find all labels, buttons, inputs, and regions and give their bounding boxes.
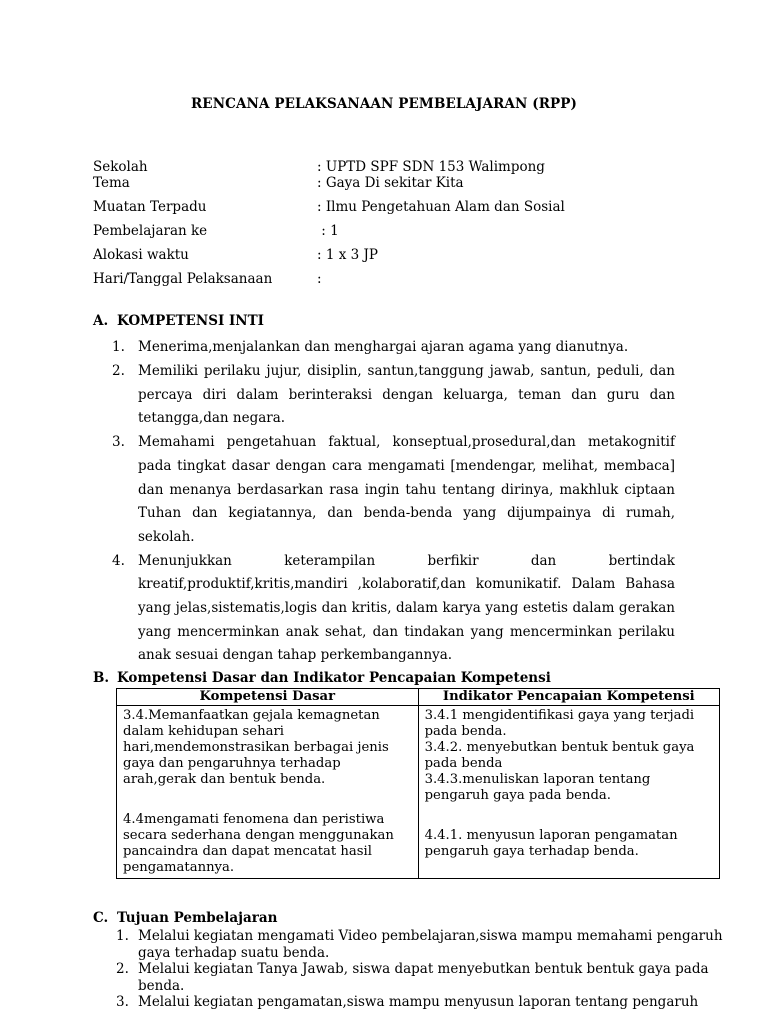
indicator-text: 3.4.3.menuliskan laporan tentang pengaruh gaya pada benda. bbox=[424, 772, 651, 803]
document-title: RENCANA PELAKSANAAN PEMBELAJARAN (RPP) bbox=[190, 96, 578, 112]
table-cell-indicator bbox=[418, 706, 719, 879]
list-item bbox=[112, 431, 675, 549]
identity-row-subject bbox=[93, 197, 713, 217]
item-number: 1. bbox=[116, 928, 129, 944]
section-letter: A. bbox=[93, 313, 109, 329]
item-text: Melalui kegiatan mengamati Video pembelajaran,siswa mampu memahami pengaruh gaya terhadap suatu benda. bbox=[138, 928, 723, 961]
table-cell-kd bbox=[117, 706, 419, 879]
list-item bbox=[112, 550, 675, 668]
identity-value: : 1 x 3 JP bbox=[317, 247, 379, 263]
identity-value: : Ilmu Pengetahuan Alam dan Sosial bbox=[317, 199, 565, 215]
table-row bbox=[117, 706, 720, 879]
section-a-heading bbox=[93, 313, 264, 329]
item-text: Memahami pengetahuan faktual, konseptual,prosedural,dan metakognitif pada tingkat dasar dengan cara mengamati [mendengar, melihat, membaca] dan menanya berdasarkan rasa ingin tahu tentang dirinya, makhluk ciptaan Tuhan dan kegiatannya, dan benda-benda yang dijumpainya di rumah, sekolah. bbox=[138, 434, 675, 545]
section-title: Tujuan Pembelajaran bbox=[117, 910, 278, 926]
table-header-row bbox=[117, 689, 720, 706]
identity-value: : Gaya Di sekitar Kita bbox=[317, 175, 464, 191]
indicator-text: 3.4.2. menyebutkan bentuk bentuk gaya pada benda bbox=[424, 740, 695, 771]
learning-objectives-list bbox=[116, 928, 740, 1011]
kd-text: 3.4.Memanfaatkan gejala kemagnetan dalam kehidupan sehari hari,mendemonstrasikan berbagai jenis gaya dan pengaruhnya terhadap arah,gerak dan bentuk benda. bbox=[123, 708, 389, 787]
identity-label: Tema bbox=[93, 175, 130, 191]
column-header: Kompetensi Dasar bbox=[117, 689, 419, 706]
identity-label: Pembelajaran ke bbox=[93, 223, 208, 239]
competency-table bbox=[116, 688, 720, 879]
identity-value: : UPTD SPF SDN 153 Walimpong bbox=[317, 159, 545, 175]
identity-label: Alokasi waktu bbox=[93, 247, 189, 263]
list-item bbox=[116, 928, 740, 961]
indicator-text: 3.4.1 mengidentifikasi gaya yang terjadi pada benda. bbox=[424, 708, 695, 739]
item-text: Menerima,menjalankan dan menghargai ajaran agama yang dianutnya. bbox=[138, 339, 629, 355]
kompetensi-inti-list bbox=[112, 336, 675, 668]
section-title: Kompetensi Dasar dan Indikator Pencapaian Kompetensi bbox=[117, 670, 551, 686]
item-number: 1. bbox=[112, 339, 125, 355]
item-number: 3. bbox=[116, 994, 129, 1010]
item-number: 2. bbox=[112, 363, 125, 380]
list-item bbox=[116, 961, 740, 994]
list-item bbox=[116, 994, 740, 1011]
identity-value: : bbox=[317, 271, 322, 287]
identity-label: Sekolah bbox=[93, 159, 148, 175]
item-text: Memiliki perilaku jujur, disiplin, santun,tanggung jawab, santun, peduli, dan percaya diri dalam berinteraksi dengan keluarga, teman dan guru dan tetangga,dan negara. bbox=[138, 363, 675, 427]
kd-text: 4.4mengamati fenomena dan peristiwa secara sederhana dengan menggunakan pancaindra dan dapat mencatat hasil pengamatannya. bbox=[123, 812, 394, 875]
identity-row-theme bbox=[93, 173, 713, 193]
item-number: 2. bbox=[116, 961, 129, 977]
item-text: Melalui kegiatan Tanya Jawab, siswa dapat menyebutkan bentuk bentuk gaya pada benda. bbox=[138, 961, 709, 994]
indicator-text: 4.4.1. menyusun laporan pengamatan pengaruh gaya terhadap benda. bbox=[424, 828, 678, 859]
item-text: Melalui kegiatan pengamatan,siswa mampu menyusun laporan tentang pengaruh bbox=[138, 994, 699, 1010]
section-letter: C. bbox=[93, 910, 109, 926]
column-header: Indikator Pencapaian Kompetensi bbox=[418, 689, 719, 706]
list-item bbox=[112, 336, 675, 360]
list-item bbox=[112, 360, 675, 431]
section-c-heading bbox=[93, 910, 277, 926]
identity-row-date bbox=[93, 269, 713, 289]
identity-value: : 1 bbox=[317, 223, 339, 239]
identity-row-lesson bbox=[93, 221, 713, 241]
section-letter: B. bbox=[93, 670, 110, 686]
item-number: 4. bbox=[112, 552, 125, 569]
identity-row-time bbox=[93, 245, 713, 265]
identity-label: Hari/Tanggal Pelaksanaan bbox=[93, 271, 273, 287]
identity-label: Muatan Terpadu bbox=[93, 199, 207, 215]
section-b-heading bbox=[93, 670, 551, 686]
item-number: 3. bbox=[112, 434, 125, 451]
item-text: Menunjukkan keterampilan berfikir dan bertindak kreatif,produktif,kritis,mandiri ,kolaboratif,dan komunikatif. Dalam Bahasa yang jelas,sistematis,logis dan kritis, dalam karya yang estetis dalam gerakan yang mencerminkan anak sehat, dan tindakan yang mencerminkan perilaku anak sesuai dengan tahap perkembangannya. bbox=[138, 552, 675, 664]
section-title: KOMPETENSI INTI bbox=[117, 313, 264, 329]
